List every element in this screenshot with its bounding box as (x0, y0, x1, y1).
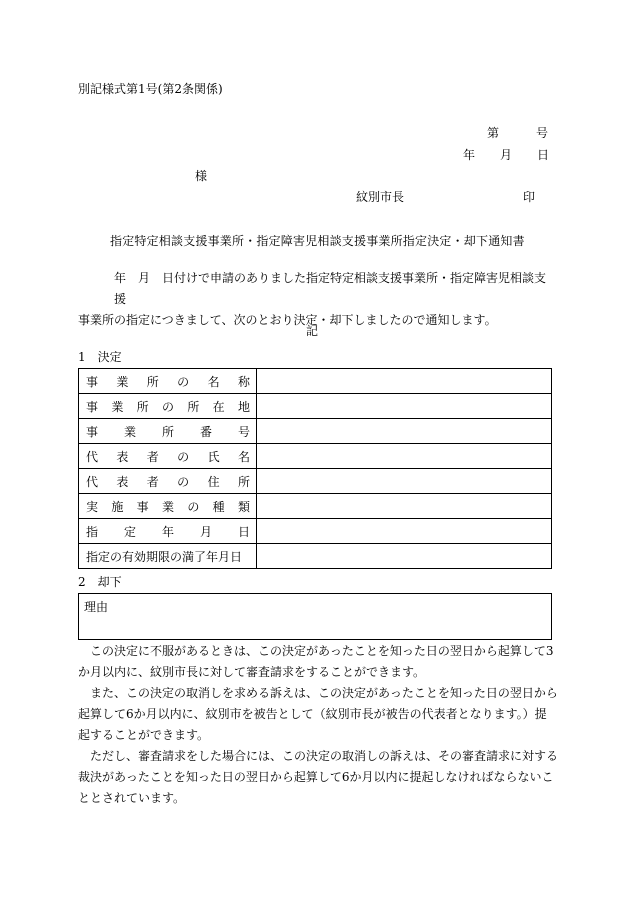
reason-box[interactable] (78, 593, 552, 640)
decision-row-value[interactable] (257, 469, 552, 494)
decision-row-label (79, 469, 257, 494)
decision-label-char: 所 (161, 424, 174, 439)
notice-p1-line1: この決定に不服があるときは、この決定があったことを知った日の翌日から起算して3 (90, 644, 554, 658)
decision-row-label-text (86, 423, 250, 440)
date-month: 月 (500, 148, 513, 162)
decision-row (79, 444, 552, 469)
decision-row-label (79, 419, 257, 444)
decision-row-value[interactable] (257, 494, 552, 519)
decision-row (79, 469, 552, 494)
decision-label-char: 実 (86, 499, 99, 514)
decision-label-char: 代 (86, 474, 99, 489)
reason-label: 理由 (84, 600, 109, 614)
document-number-go: 号 (536, 126, 549, 140)
decision-row-label-text (86, 523, 250, 540)
addressee-suffix: 様 (195, 169, 208, 183)
decision-label-char: 在 (212, 399, 225, 414)
notice-p2-line1: また、この決定の取消しを求める訴えは、この決定があったことを知った日の翌日から (90, 686, 558, 700)
notice-p2-line2: 起算して6か月以内に、紋別市を被告として（紋別市長が被告の代表者となります。）提 (78, 707, 547, 721)
decision-label-char: 年 (161, 524, 174, 539)
decision-label-char: 者 (146, 449, 159, 464)
decision-label-char: 称 (237, 374, 250, 389)
decision-label-char: 地 (237, 399, 250, 414)
section-rejection-heading: 2 却下 (78, 575, 122, 589)
decision-label-char: 氏 (207, 449, 220, 464)
decision-row-value[interactable] (257, 444, 552, 469)
decision-row-label (79, 369, 257, 394)
decision-row (79, 369, 552, 394)
notice-p1-line2: か月以内に、紋別市長に対して審査請求をすることができます。 (78, 665, 426, 679)
notice-paragraphs (78, 641, 558, 809)
notice-p3-line3: ととされています。 (78, 791, 186, 805)
decision-label-char: 者 (146, 474, 159, 489)
decision-label-char: の (177, 374, 190, 389)
decision-row-value[interactable] (257, 369, 552, 394)
decision-label-char: の (161, 399, 174, 414)
decision-label-char: 表 (116, 474, 129, 489)
decision-row (79, 544, 552, 569)
document-number-dai: 第 (487, 126, 500, 140)
decision-label-char: 業 (123, 424, 136, 439)
decision-row-label (79, 519, 257, 544)
decision-label-char: 施 (111, 499, 124, 514)
decision-label-char: の (187, 499, 200, 514)
decision-label-char: 所 (136, 399, 149, 414)
decision-label-char: 業 (116, 374, 129, 389)
decision-label-char: 事 (86, 424, 99, 439)
decision-label-char: 所 (187, 399, 200, 414)
decision-row (79, 519, 552, 544)
decision-label-char: 名 (207, 374, 220, 389)
decision-row-value[interactable] (257, 419, 552, 444)
decision-row-label-text (86, 498, 250, 515)
decision-row-label (79, 444, 257, 469)
notice-p2-line3: 起することができます。 (78, 728, 210, 742)
decision-row-label (79, 494, 257, 519)
decision-label-char: 業 (111, 399, 124, 414)
decision-row-label-text (86, 473, 250, 490)
ki-heading: 記 (306, 324, 319, 338)
intro-line-1: 年 月 日付けで申請のありました指定特定相談支援事業所・指定障害児相談支援 (114, 271, 547, 306)
date-day: 日 (537, 148, 550, 162)
decision-row (79, 419, 552, 444)
decision-row (79, 494, 552, 519)
seal-mark: 印 (523, 190, 536, 204)
issuer-name: 紋別市長 (356, 190, 405, 204)
decision-label-char: 事 (136, 499, 149, 514)
decision-label-char: 事 (86, 374, 99, 389)
decision-label-char: 代 (86, 449, 99, 464)
decision-label-char: 定 (123, 524, 136, 539)
decision-label-char: 号 (237, 424, 250, 439)
decision-row-label-text (86, 398, 250, 415)
date-year: 年 (463, 148, 476, 162)
decision-label-char: の (177, 474, 190, 489)
document-title: 指定特定相談支援事業所・指定障害児相談支援事業所指定決定・却下通知書 (110, 234, 525, 248)
decision-row-label-text (86, 373, 250, 390)
decision-label-char: 月 (199, 524, 212, 539)
decision-label-char: 指 (86, 524, 99, 539)
decision-label-char: 住 (207, 474, 220, 489)
decision-label-char: 業 (161, 499, 174, 514)
decision-row-label (79, 394, 257, 419)
decision-row-label (79, 544, 257, 569)
decision-row (79, 394, 552, 419)
decision-label-char: 類 (237, 499, 250, 514)
decision-label-char: 名 (237, 449, 250, 464)
decision-row-label-text: 指定の有効期限の満了年月日 (86, 549, 243, 564)
notice-p3-line1: ただし、審査請求をした場合には、この決定の取消しの訴えは、その審査請求に対する (90, 749, 559, 763)
decision-label-char: の (177, 449, 190, 464)
decision-label-char: 表 (116, 449, 129, 464)
decision-label-char: 日 (237, 524, 250, 539)
form-number: 別記様式第1号(第2条関係) (78, 82, 223, 96)
intro-line-2: 事業所の指定につきまして、次のとおり決定・却下しましたので通知します。 (78, 313, 497, 327)
decision-label-char: 事 (86, 399, 99, 414)
decision-row-value[interactable] (257, 394, 552, 419)
notice-p3-line2: 裁決があったことを知った日の翌日から起算して6か月以内に提起しなければならないこ (78, 770, 554, 784)
decision-label-char: 所 (146, 374, 159, 389)
decision-label-char: 種 (212, 499, 225, 514)
decision-row-label-text (86, 448, 250, 465)
decision-label-char: 番 (199, 424, 212, 439)
decision-label-char: 所 (237, 474, 250, 489)
decision-table (78, 368, 552, 569)
decision-row-value[interactable] (257, 544, 552, 569)
section-decision-heading: 1 決定 (78, 350, 122, 364)
decision-row-value[interactable] (257, 519, 552, 544)
